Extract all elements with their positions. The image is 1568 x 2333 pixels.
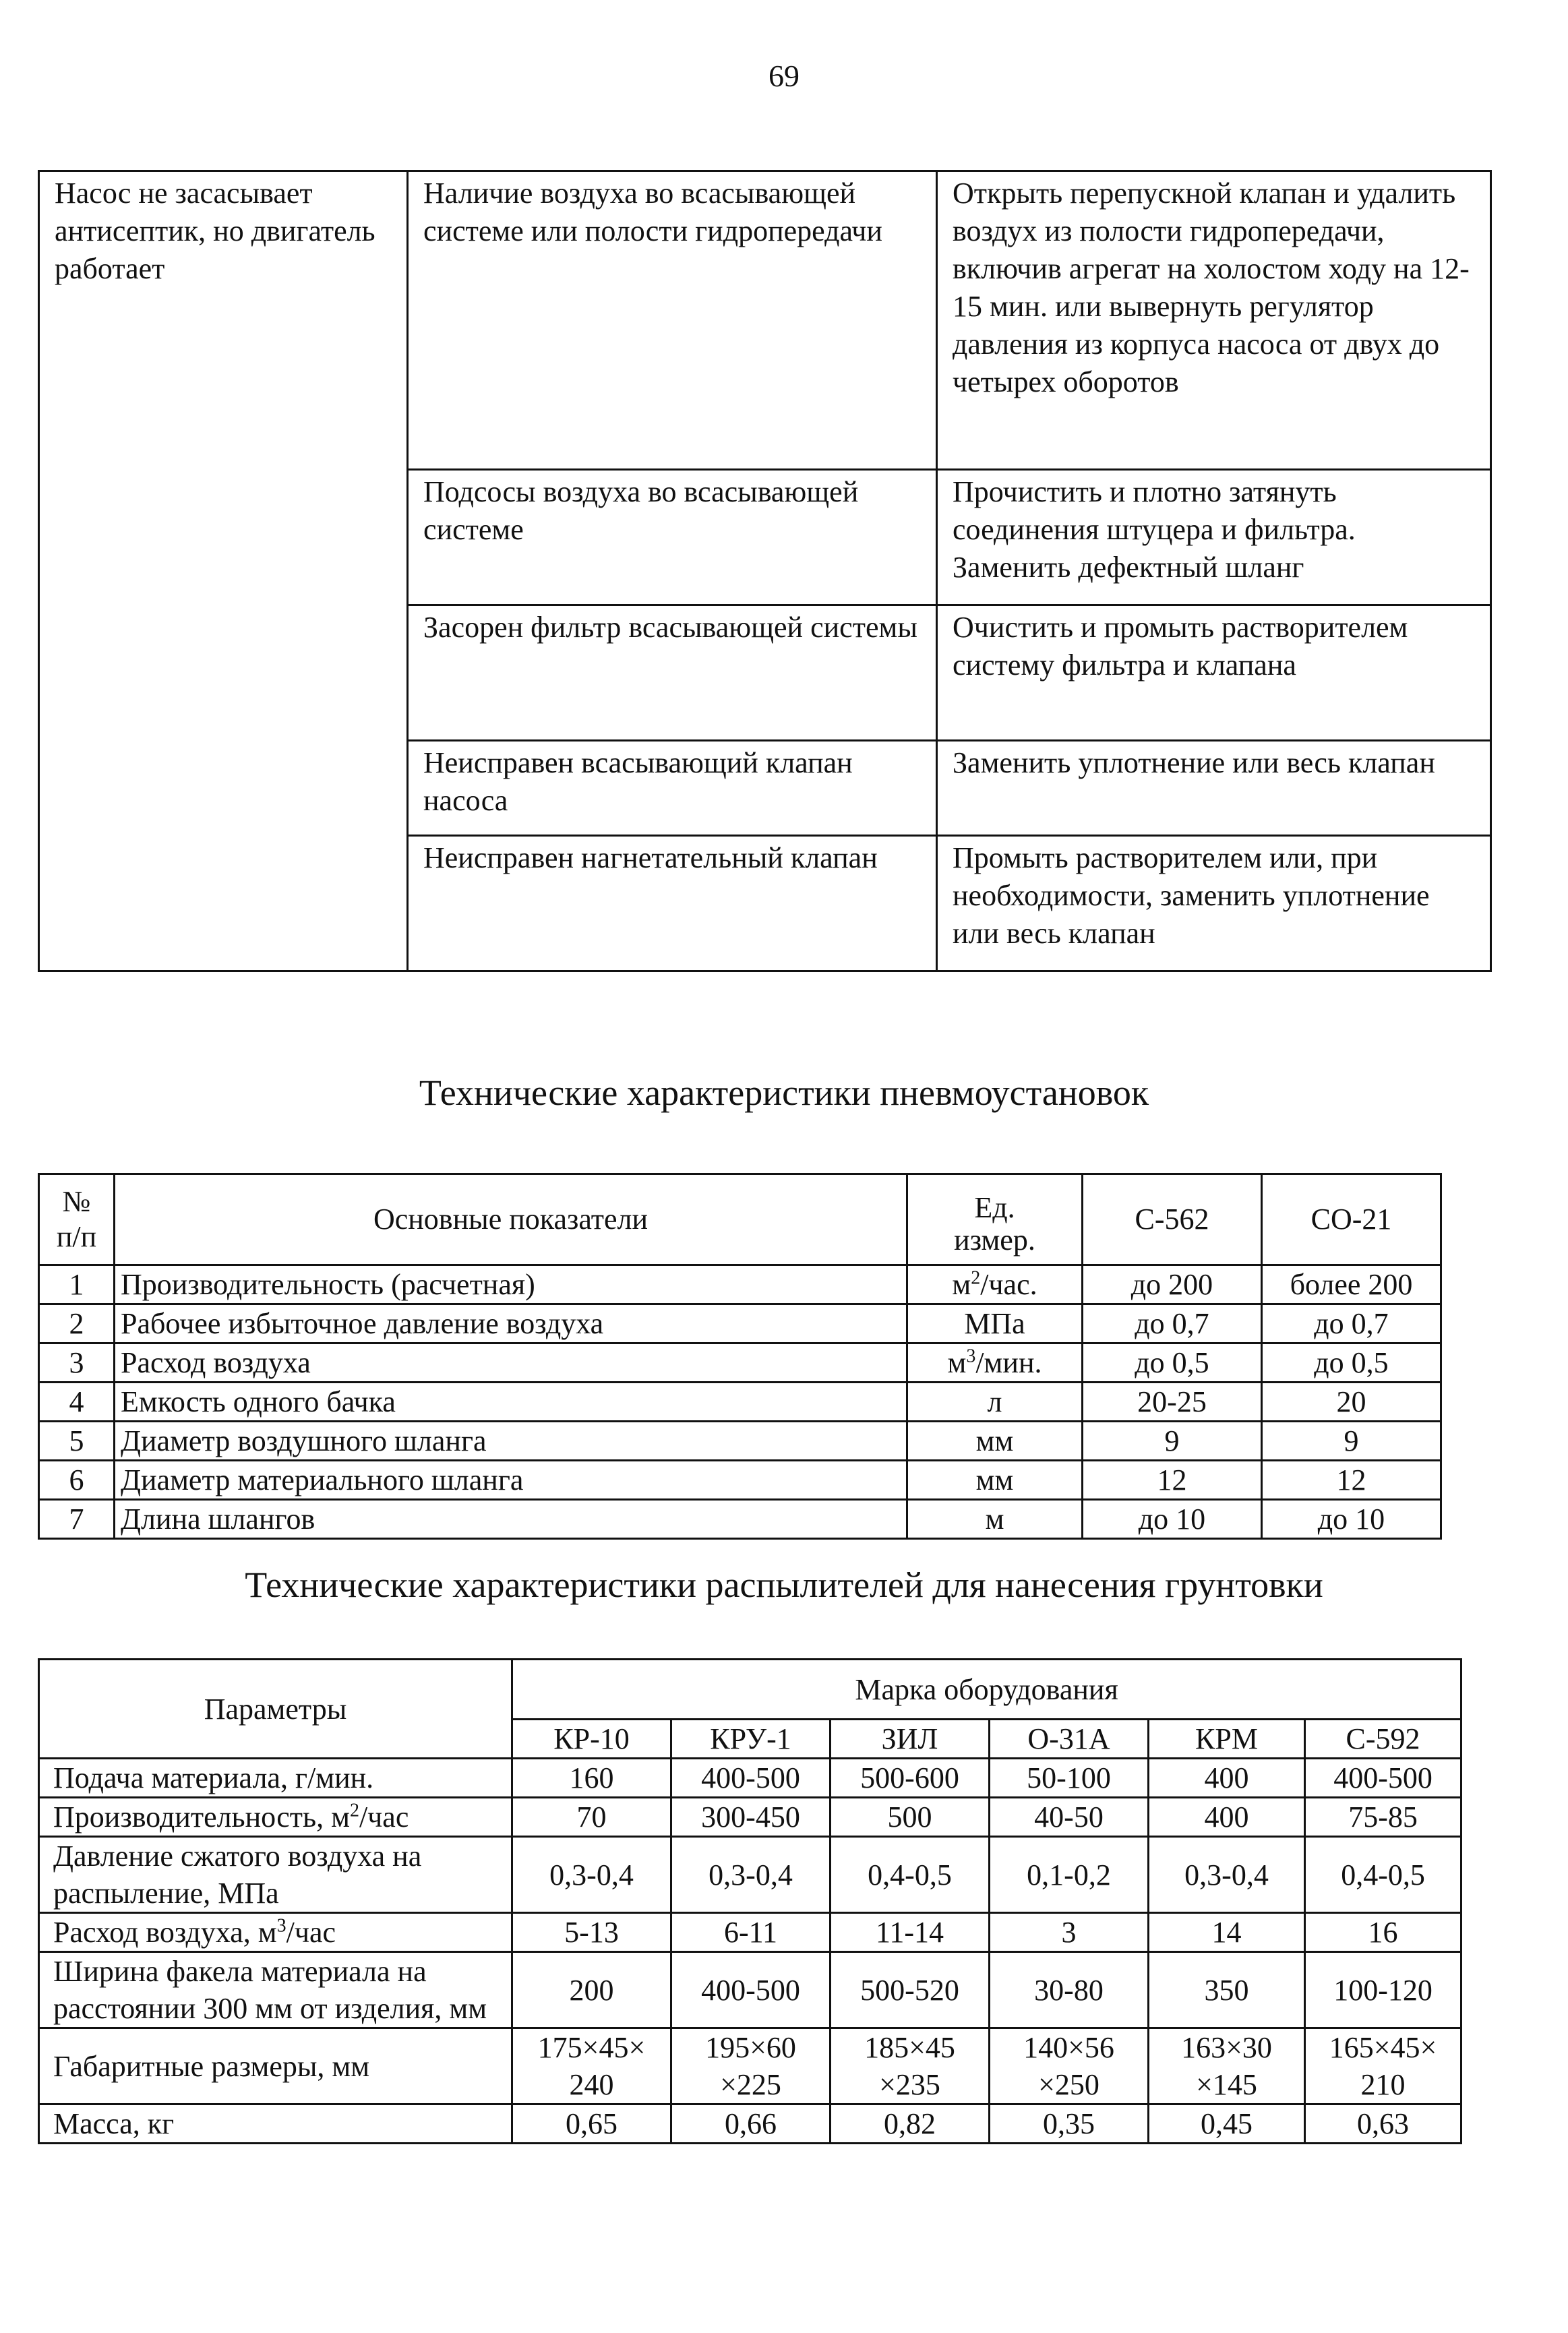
indicator-name: Диаметр материального шланга xyxy=(115,1461,907,1500)
parameter-label: Масса, кг xyxy=(39,2104,512,2144)
row-number: 5 xyxy=(39,1422,115,1461)
model-header: КР-10 xyxy=(512,1720,671,1759)
value-cell: 30-80 xyxy=(990,1952,1149,2028)
remedy-cell: Открыть перепускной клапан и удалить воздух из полости гидропередачи, включив агрегат на холостом ходу на 12-15 мин. или вывернуть регулятор давления из корпуса насоса от двух до четырех оборотов xyxy=(937,171,1491,470)
value-cell: 40-50 xyxy=(990,1798,1149,1837)
model-header: С-592 xyxy=(1305,1720,1461,1759)
unit-cell: $м^3$/мин. xyxy=(907,1343,1083,1383)
indicator-name: Расход воздуха xyxy=(115,1343,907,1383)
table-row xyxy=(39,1461,1441,1500)
table-row xyxy=(39,2104,1461,2144)
cause-cell: Неисправен всасывающий клапан насоса xyxy=(408,741,937,836)
table-row xyxy=(39,171,1491,470)
value-cell: 500-520 xyxy=(831,1952,990,2028)
table-row xyxy=(39,1265,1441,1304)
value-cell: 140×56 ×250 xyxy=(990,2028,1149,2104)
indicator-name: Длина шлангов xyxy=(115,1500,907,1539)
value-cell: до 10 xyxy=(1083,1500,1262,1539)
indicator-name: Рабочее избыточное давление воздуха xyxy=(115,1304,907,1343)
value-cell: 16 xyxy=(1305,1913,1461,1952)
table-row xyxy=(39,1383,1441,1422)
unit-cell: мм xyxy=(907,1422,1083,1461)
value-cell: 0,3-0,4 xyxy=(512,1837,671,1913)
row-number: 3 xyxy=(39,1343,115,1383)
value-cell: 0,3-0,4 xyxy=(1149,1837,1305,1913)
value-cell: 12 xyxy=(1083,1461,1262,1500)
value-cell: 0,3-0,4 xyxy=(671,1837,831,1913)
pneumo-table xyxy=(38,1173,1442,1540)
table-row xyxy=(39,1759,1461,1798)
parameter-label: Расход воздуха, $м^3$/час xyxy=(39,1913,512,1952)
model-header: С-562 xyxy=(1083,1174,1262,1265)
table-row xyxy=(39,1422,1441,1461)
indicator-header: Основные показатели xyxy=(115,1174,907,1265)
value-cell: 11-14 xyxy=(831,1913,990,1952)
pneumo-table-title: Технические характеристики пневмоустановок xyxy=(419,1072,1149,1113)
model-header: О-31А xyxy=(990,1720,1149,1759)
value-cell: до 0,7 xyxy=(1083,1304,1262,1343)
value-cell: до 0,7 xyxy=(1262,1304,1441,1343)
indicator-name: Емкость одного бачка xyxy=(115,1383,907,1422)
unit-cell: МПа xyxy=(907,1304,1083,1343)
cause-cell: Неисправен нагнетательный клапан xyxy=(408,836,937,971)
value-cell: 9 xyxy=(1262,1422,1441,1461)
symptom-cell: Насос не засасывает антисептик, но двигатель работает xyxy=(39,171,408,971)
value-cell: 160 xyxy=(512,1759,671,1798)
unit-header: Ед. измер. xyxy=(907,1174,1083,1265)
value-cell: 200 xyxy=(512,1952,671,2028)
value-cell: 165×45× 210 xyxy=(1305,2028,1461,2104)
row-number: 2 xyxy=(39,1304,115,1343)
value-cell: более 200 xyxy=(1262,1265,1441,1304)
table-row xyxy=(39,1837,1461,1913)
value-cell: 350 xyxy=(1149,1952,1305,2028)
value-cell: до 0,5 xyxy=(1083,1343,1262,1383)
row-number: 4 xyxy=(39,1383,115,1422)
page-number: 69 xyxy=(768,59,800,93)
model-header: КРМ xyxy=(1149,1720,1305,1759)
value-cell: 3 xyxy=(990,1913,1149,1952)
table-header-row xyxy=(39,1660,1461,1720)
value-cell: до 10 xyxy=(1262,1500,1441,1539)
value-cell: 500-600 xyxy=(831,1759,990,1798)
value-cell: 0,1-0,2 xyxy=(990,1837,1149,1913)
value-cell: 185×45 ×235 xyxy=(831,2028,990,2104)
value-cell: 400 xyxy=(1149,1798,1305,1837)
sprayer-table-title: Технические характеристики распылителей для нанесения грунтовки xyxy=(245,1565,1323,1605)
cause-cell: Подсосы воздуха во всасывающей системе xyxy=(408,470,937,605)
unit-cell: л xyxy=(907,1383,1083,1422)
value-cell: 0,4-0,5 xyxy=(831,1837,990,1913)
value-cell: 0,35 xyxy=(990,2104,1149,2144)
value-cell: 100-120 xyxy=(1305,1952,1461,2028)
table-row xyxy=(39,1952,1461,2028)
params-header: Параметры xyxy=(39,1660,512,1759)
row-number: 1 xyxy=(39,1265,115,1304)
value-cell: 300-450 xyxy=(671,1798,831,1837)
brand-header: Марка оборудования xyxy=(512,1660,1461,1720)
row-number: 7 xyxy=(39,1500,115,1539)
value-cell: 175×45× 240 xyxy=(512,2028,671,2104)
remedy-cell: Очистить и промыть растворителем систему фильтра и клапана xyxy=(937,605,1491,741)
value-cell: 20 xyxy=(1262,1383,1441,1422)
unit-cell: мм xyxy=(907,1461,1083,1500)
table-row xyxy=(39,1798,1461,1837)
remedy-cell: Прочистить и плотно затянуть соединения штуцера и фильтра. Заменить дефектный шланг xyxy=(937,470,1491,605)
value-cell: 0,45 xyxy=(1149,2104,1305,2144)
model-header: СО-21 xyxy=(1262,1174,1441,1265)
table-row xyxy=(39,1913,1461,1952)
parameter-label: Давление сжатого воздуха на распыление, МПа xyxy=(39,1837,512,1913)
value-cell: 195×60 ×225 xyxy=(671,2028,831,2104)
remedy-cell: Заменить уплотнение или весь клапан xyxy=(937,741,1491,836)
parameter-label: Габаритные размеры, мм xyxy=(39,2028,512,2104)
value-cell: 400-500 xyxy=(1305,1759,1461,1798)
table-row xyxy=(39,2028,1461,2104)
value-cell: 20-25 xyxy=(1083,1383,1262,1422)
value-cell: 400-500 xyxy=(671,1759,831,1798)
value-cell: 163×30 ×145 xyxy=(1149,2028,1305,2104)
value-cell: 0,66 xyxy=(671,2104,831,2144)
unit-cell: м xyxy=(907,1500,1083,1539)
value-cell: 50-100 xyxy=(990,1759,1149,1798)
parameter-label: Подача материала, г/мин. xyxy=(39,1759,512,1798)
value-cell: 500 xyxy=(831,1798,990,1837)
value-cell: до 0,5 xyxy=(1262,1343,1441,1383)
value-cell: 6-11 xyxy=(671,1913,831,1952)
table-row xyxy=(39,1343,1441,1383)
value-cell: 75-85 xyxy=(1305,1798,1461,1837)
parameter-label: Ширина факела материала на расстоянии 300 мм от изделия, мм xyxy=(39,1952,512,2028)
troubleshooting-table xyxy=(38,170,1492,972)
value-cell: 12 xyxy=(1262,1461,1441,1500)
value-cell: 14 xyxy=(1149,1913,1305,1952)
value-cell: 0,82 xyxy=(831,2104,990,2144)
unit-cell: $м^2$/час. xyxy=(907,1265,1083,1304)
value-cell: 0,63 xyxy=(1305,2104,1461,2144)
indicator-name: Диаметр воздушного шланга xyxy=(115,1422,907,1461)
table-header-row xyxy=(39,1174,1441,1265)
parameter-label: Производительность, $м^2$/час xyxy=(39,1798,512,1837)
table-row xyxy=(39,1500,1441,1539)
value-cell: 9 xyxy=(1083,1422,1262,1461)
value-cell: 5-13 xyxy=(512,1913,671,1952)
model-header: ЗИЛ xyxy=(831,1720,990,1759)
table-row xyxy=(39,1304,1441,1343)
num-header: № п/п xyxy=(39,1174,115,1265)
value-cell: до 200 xyxy=(1083,1265,1262,1304)
cause-cell: Засорен фильтр всасывающей системы xyxy=(408,605,937,741)
model-header: КРУ-1 xyxy=(671,1720,831,1759)
remedy-cell: Промыть растворителем или, при необходимости, заменить уплотнение или весь клапан xyxy=(937,836,1491,971)
value-cell: 70 xyxy=(512,1798,671,1837)
indicator-name: Производительность (расчетная) xyxy=(115,1265,907,1304)
sprayer-table xyxy=(38,1658,1462,2144)
value-cell: 0,65 xyxy=(512,2104,671,2144)
value-cell: 400 xyxy=(1149,1759,1305,1798)
value-cell: 400-500 xyxy=(671,1952,831,2028)
cause-cell: Наличие воздуха во всасывающей системе или полости гидропередачи xyxy=(408,171,937,470)
row-number: 6 xyxy=(39,1461,115,1500)
value-cell: 0,4-0,5 xyxy=(1305,1837,1461,1913)
